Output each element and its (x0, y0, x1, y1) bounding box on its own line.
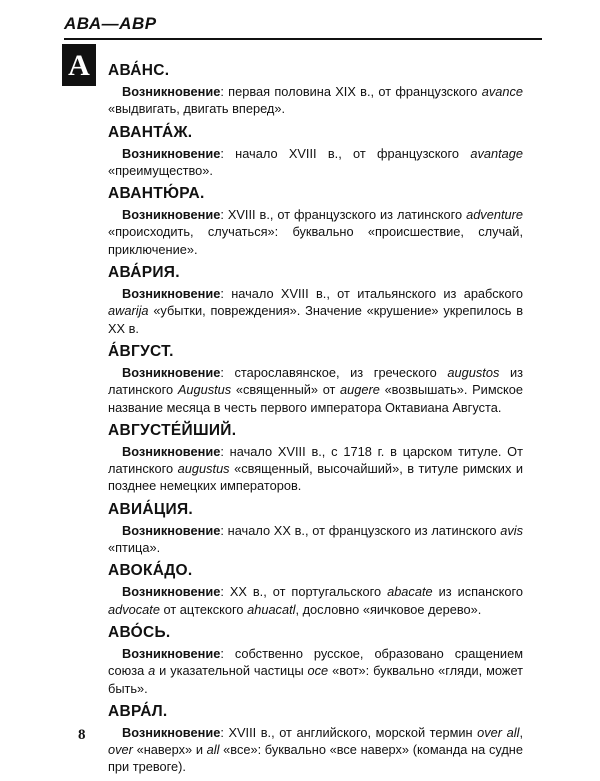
origin-label: Возникновение (122, 84, 221, 99)
definition-text: : начало XVIII в., от итальянского из арабского (220, 286, 523, 302)
etymon-word: augere (340, 382, 380, 398)
definition-text: от ацтекского (159, 601, 248, 617)
entry-headword: АВГУСТЕ́ЙШИЙ. (108, 421, 237, 439)
origin-label: Возникновение (122, 645, 221, 661)
definition-text: : первая половина XIX в., от французского (220, 84, 482, 99)
entry-headword: А́ВГУСТ. (108, 342, 174, 360)
origin-label: Возникновение (122, 443, 221, 459)
entry-definition (108, 364, 523, 416)
definition-text: : XVIII в., от английского, морской термин (220, 724, 478, 740)
dictionary-entry (108, 421, 523, 495)
definition-text: «священный, высочайший», в титуле римских и позднее немецких императоров. (108, 461, 523, 494)
etymon-word: augustus (177, 461, 230, 477)
entry-definition (108, 206, 523, 258)
dictionary-entry (108, 702, 523, 776)
definition-text: , дословно «яичковое дерево». (295, 601, 482, 617)
entry-definition (108, 645, 523, 697)
etymon-word: over (108, 742, 133, 758)
dictionary-entry (108, 623, 523, 697)
letter-tab: А (62, 44, 96, 86)
origin-label: Возникновение (122, 145, 221, 161)
definition-text: : старославянское, из греческого (220, 364, 448, 380)
definition-text: : начало XX в., от французского из латинского (220, 522, 501, 538)
definition-text: : начало XVIII в., от французского (220, 145, 471, 161)
definition-text: «происходить, случаться»: буквально «происшествие, случай, приключение». (108, 224, 523, 257)
etymon-word: awarija (108, 303, 149, 319)
definition-text: «выдвигать, двигать вперед». (108, 101, 286, 117)
entry-definition (108, 522, 523, 557)
etymon-word: advocate (108, 601, 160, 617)
definition-text: : начало XVIII в., с 1718 г. в царском титуле. От латинского (108, 443, 523, 477)
entry-definition (108, 285, 523, 337)
definition-text: : XX в., от португальского (220, 584, 388, 600)
entry-headword: АВОКА́ДО. (108, 562, 193, 580)
definition-text: : XVIII в., от французского из латинского (220, 207, 467, 223)
etymon-word: over all (477, 724, 520, 740)
definition-text: из испанского (432, 584, 523, 600)
entry-definition (108, 443, 523, 495)
definition-text: «священный» от (231, 382, 341, 398)
entry-definition (108, 83, 523, 118)
entry-definition (108, 145, 523, 180)
entry-headword: АВА́НС. (108, 62, 170, 79)
dictionary-entry (108, 561, 523, 618)
definition-text: «возвышать». Римское название месяца в честь первого императора Октавиана Августа. (108, 382, 523, 415)
etymon-word: avantage (470, 145, 523, 161)
etymon-word: adventure (466, 207, 523, 223)
definition-text: из латинского (108, 364, 523, 398)
definition-text: «наверх» и (132, 742, 207, 758)
entry-definition (108, 583, 523, 618)
definition-text: «все»: буквально «все наверх» (команда на судне при тревоге). (108, 742, 523, 775)
origin-label: Возникновение (122, 522, 221, 538)
etymon-word: Augustus (177, 382, 232, 398)
origin-label: Возникновение (122, 364, 221, 380)
etymon-word: augustos (447, 364, 500, 380)
running-head: АВА—АВР (64, 14, 157, 33)
page-number: 8 (78, 727, 86, 743)
entry-headword: АВРА́Л. (108, 702, 168, 720)
etymon-word: avis (500, 522, 523, 538)
origin-label: Возникновение (122, 286, 221, 302)
dictionary-entry (108, 263, 523, 337)
definition-text: и указательной частицы (155, 663, 308, 679)
etymon-word: avance (481, 84, 523, 99)
etymon-word: abacate (387, 584, 433, 600)
etymon-word: a (148, 663, 156, 679)
definition-text: «птица». (108, 540, 161, 556)
entry-headword: АВАНТЮ́РА. (108, 185, 205, 203)
origin-label: Возникновение (122, 724, 221, 740)
dictionary-entry (108, 61, 523, 118)
definition-text: «преимущество». (108, 162, 213, 178)
etymon-word: ahuacatl (247, 601, 296, 617)
dictionary-entry (108, 342, 523, 416)
entry-headword: АВО́СЬ. (108, 623, 171, 641)
definition-text: «убытки, повреждения». Значение «крушение» укрепилось в XX в. (108, 303, 523, 336)
dictionary-entry (108, 123, 523, 180)
header-rule (64, 38, 542, 40)
etymon-word: all (206, 742, 220, 758)
dictionary-entry (108, 500, 523, 557)
dictionary-entries (108, 61, 523, 781)
origin-label: Возникновение (122, 207, 221, 223)
definition-text: : собственно русское, образовано сращением союза (108, 645, 523, 679)
dictionary-entry (108, 184, 523, 258)
entry-headword: АВАНТА́Ж. (108, 123, 193, 141)
entry-headword: АВА́РИЯ. (108, 264, 180, 282)
etymon-word: осе (307, 663, 329, 679)
definition-text: , (519, 724, 523, 740)
origin-label: Возникновение (122, 584, 221, 600)
entry-headword: АВИА́ЦИЯ. (108, 500, 194, 518)
definition-text: «вот»: буквально «гляди, может быть». (108, 663, 524, 696)
